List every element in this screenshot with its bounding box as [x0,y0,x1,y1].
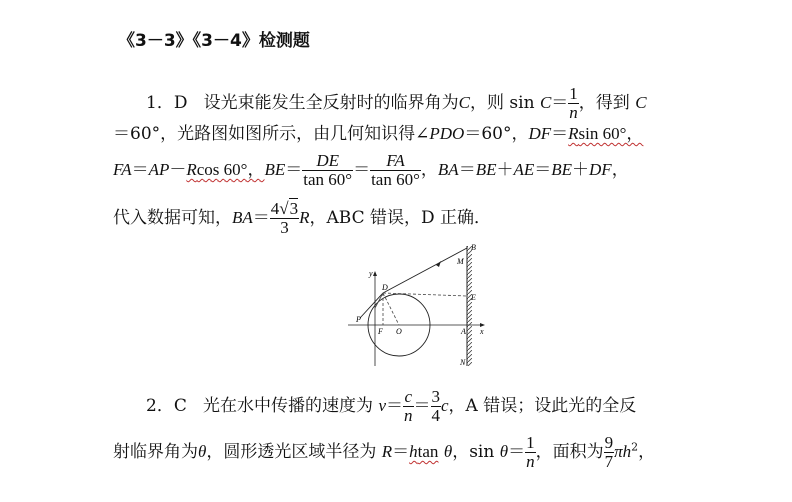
p1-text: ，则 sin [470,93,535,113]
p2-text: 射临界角为 [113,442,198,462]
p2-text: 光在水中传播的速度为 [203,396,374,416]
fraction-4sqrt3-over-3: $\frac{4√3}{3}$ [270,199,299,237]
p1-line-3: FA＝AP－Rcos 60°，BE＝ $\frac{DE}{\tan 60^\circ}$ ＝ $\frac{FA}{\tan 60^\circ}$ ，BA＝BE＋AE＝BE＋DF， [113,151,629,189]
var-r: R [568,124,579,143]
label-d: D [382,283,388,292]
p2-line-2: 射临界角为θ，圆形透光区域半径为 R＝htan θ，sin θ＝ $\frac{1}{n}$ ，面积为 $\frac{9}{7}$ $\pi h^2$， [113,433,656,471]
fraction-c-over-n: $\frac{c}{n}$ [404,387,413,425]
page-title: 《3－3》《3－4》检测题 [118,31,310,51]
fraction-1-over-n: $\frac{1}{n}$ [569,84,578,122]
var-c: C [458,93,471,112]
p1-text: sin 60°， [578,124,644,143]
p1-text: ，得到 [578,93,630,113]
label-a: A [461,327,466,336]
fraction-1-over-n-2: $\frac{1}{n}$ [526,433,535,471]
fraction-de-over-tan: $\frac{DE}{\tan 60^\circ}$ [303,151,353,189]
label-b: B [471,243,476,252]
var-c: C [635,93,647,112]
label-m: M [457,257,464,266]
p1-line-4: 代入数据可知，BA＝ $\frac{4√3}{3}$ R，ABC 错误，D 正确． [113,199,492,237]
p1-line-2: ＝60°，光路图如图所示，由几何知识得∠PDO＝60°，DF＝Rsin 60°， [113,124,644,144]
var-df: DF [528,124,552,143]
fraction-3-over-4: $\frac{3}{4}$ [431,387,440,425]
label-x: x [480,327,484,336]
dashed-do [383,293,399,325]
p1-line-1: 1．D 设光束能发生全反射时的临界角为C，则 sin C＝ $\frac{1}{n}$ ，得到 C [146,84,647,122]
var-c: C [539,93,552,112]
p1-text: ，ABC 错误，D 正确． [309,208,492,228]
label-f: F [378,327,383,336]
p1-text: 设光束能发生全反射时的临界角为 [203,93,459,113]
light-path-figure [340,238,490,370]
label-e: E [471,293,476,302]
var-pdo: PDO [429,124,465,143]
p2-text: ，A 错误；设此光的全反 [448,396,637,416]
mirror-hatching [467,246,472,366]
fraction-9-over-7: $\frac{9}{7}$ [604,433,614,471]
p1-text: ＝60°， [464,124,529,144]
label-n: N [460,358,466,367]
p1-text: 代入数据可知， [113,208,232,228]
p2-line-1: 2．C 光在水中传播的速度为 v＝ $\frac{c}{n}$ ＝ $\frac{3}{4}$ c，A 错误；设此光的全反 [146,387,637,425]
label-o: O [396,327,402,336]
p1-text: ＝60°，光路图如图所示，由几何知识得∠ [113,124,430,144]
p2-number: 2．C [146,396,187,416]
p2-text: ，圆形透光区域半径为 [206,442,377,462]
p1-number: 1．D [146,93,188,113]
incident-ray [360,293,383,318]
label-y: y [369,269,373,278]
fraction-fa-over-tan: $\frac{FA}{\tan 60^\circ}$ [371,151,420,189]
p2-text: ，面积为 [535,442,604,462]
label-p: P [356,315,361,324]
reflected-ray [383,248,467,293]
